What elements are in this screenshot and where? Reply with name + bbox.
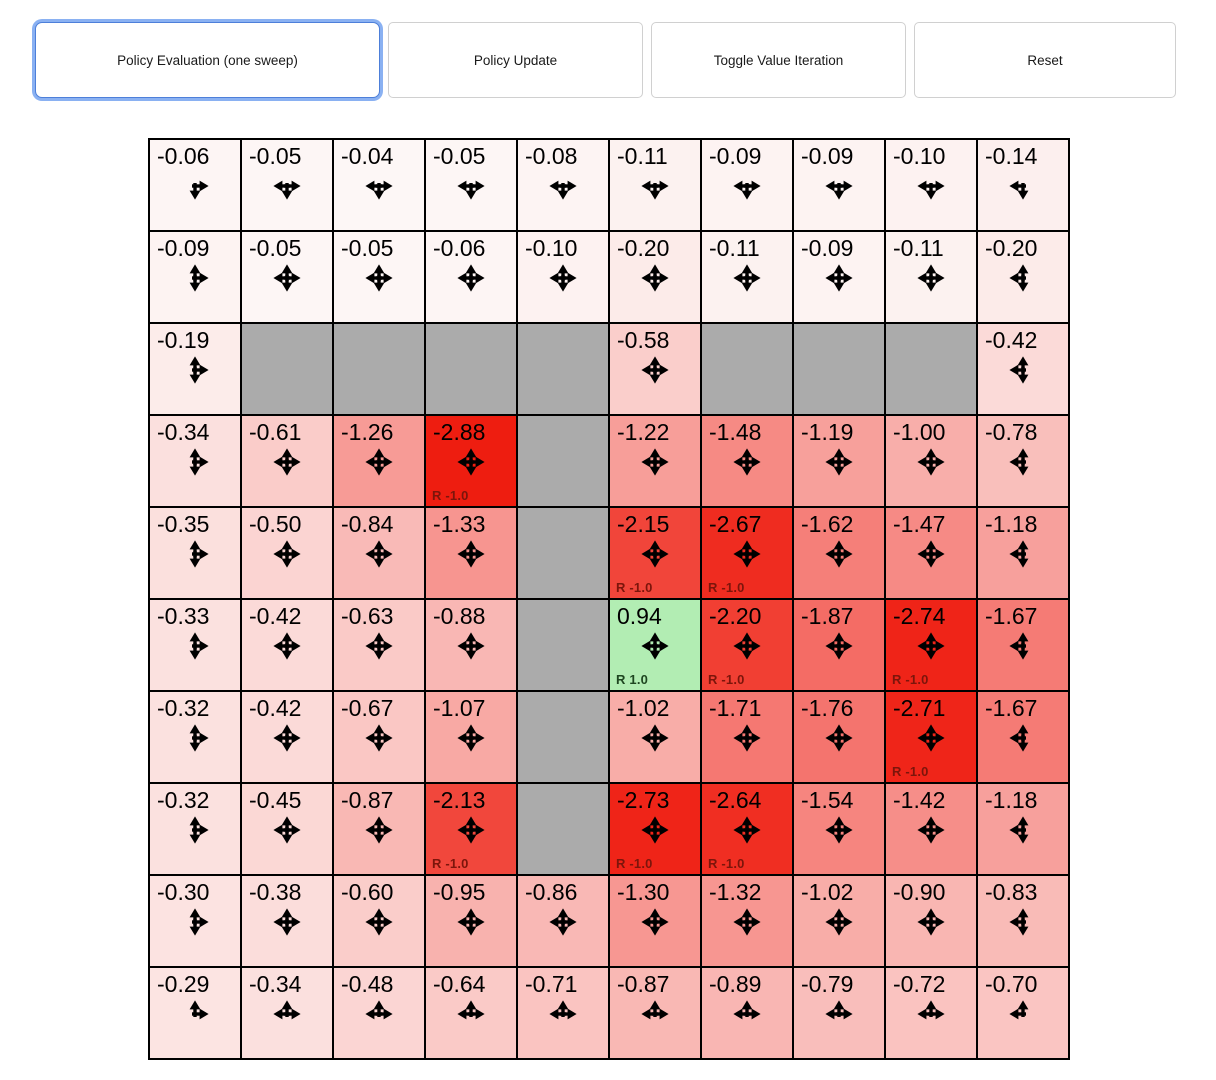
grid-cell (333, 231, 425, 323)
grid-cell (609, 323, 701, 415)
grid-cell (609, 599, 701, 691)
cell-value: -0.11 (709, 235, 760, 261)
policy-arrow-icon (824, 263, 854, 293)
grid-cell (701, 415, 793, 507)
policy-arrow-icon (916, 447, 946, 477)
policy-arrow-icon (732, 263, 762, 293)
cell-value: -0.14 (985, 143, 1038, 169)
grid-cell (977, 139, 1069, 231)
wall-cell (885, 323, 977, 415)
grid-cell (333, 967, 425, 1059)
cell-value: -0.63 (341, 603, 394, 629)
policy-arrow-icon (272, 447, 302, 477)
reward-label: R -1.0 (616, 580, 653, 595)
cell-value: -1.67 (985, 695, 1038, 721)
policy-arrow-icon (732, 907, 762, 937)
cell-value: -0.50 (249, 511, 302, 537)
cell-value: -0.89 (709, 971, 762, 997)
grid-cell (793, 967, 885, 1059)
cell-value: -0.67 (341, 695, 394, 721)
grid-cell (977, 967, 1069, 1059)
cell-value: -1.62 (801, 511, 854, 537)
grid-cell (701, 875, 793, 967)
cell-value: -1.19 (801, 419, 854, 445)
policy-arrow-icon (180, 355, 210, 385)
reward-label: R -1.0 (616, 856, 653, 871)
policy-arrow-icon (456, 263, 486, 293)
policy-arrow-icon (180, 723, 210, 753)
grid-cell (701, 783, 793, 875)
wall-cell (701, 323, 793, 415)
policy-arrow-icon (916, 723, 946, 753)
cell-value: -1.54 (801, 787, 854, 813)
policy-arrow-icon (272, 171, 302, 201)
cell-value: -0.42 (249, 603, 302, 629)
policy-arrow-icon (824, 631, 854, 661)
cell-value: -1.18 (985, 787, 1038, 813)
cell-value: -1.22 (617, 419, 670, 445)
grid-cell (425, 415, 517, 507)
grid-cell (517, 231, 609, 323)
policy-arrow-icon (548, 263, 578, 293)
reward-label: R 1.0 (616, 672, 649, 687)
policy-arrow-icon (180, 263, 210, 293)
grid-cell (701, 691, 793, 783)
policy-arrow-icon (364, 907, 394, 937)
policy-arrow-icon (364, 171, 394, 201)
cell-value: -0.06 (433, 235, 486, 261)
grid-cell (149, 323, 241, 415)
grid-cell (333, 415, 425, 507)
cell-value: -2.64 (709, 787, 762, 813)
grid-cell (701, 231, 793, 323)
grid-cell (609, 783, 701, 875)
wall-cell (517, 599, 609, 691)
policy-arrow-icon (272, 263, 302, 293)
cell-value: -0.10 (525, 235, 578, 261)
cell-value: -0.05 (249, 235, 302, 261)
policy-arrow-icon (1008, 355, 1038, 385)
cell-value: -2.73 (617, 787, 670, 813)
grid-cell (149, 415, 241, 507)
cell-value: -0.71 (525, 971, 578, 997)
grid-cell (425, 691, 517, 783)
grid-cell (241, 691, 333, 783)
policy-arrow-icon (640, 171, 670, 201)
cell-value: -0.04 (341, 143, 394, 169)
cell-value: -0.86 (525, 879, 578, 905)
policy-arrow-icon (1008, 815, 1038, 845)
grid-cell (977, 415, 1069, 507)
cell-value: -0.48 (341, 971, 394, 997)
gridworld (148, 138, 1070, 1060)
policy-arrow-icon (456, 539, 486, 569)
grid-cell (241, 967, 333, 1059)
policy-arrow-icon (732, 999, 762, 1029)
grid-cell (333, 783, 425, 875)
grid-cell (609, 875, 701, 967)
policy-arrow-icon (548, 171, 578, 201)
cell-value: -2.67 (709, 511, 762, 537)
policy-arrow-icon (1008, 539, 1038, 569)
wall-cell (241, 323, 333, 415)
grid-cell (517, 139, 609, 231)
cell-value: -0.33 (157, 603, 210, 629)
cell-value: -2.20 (709, 603, 762, 629)
cell-value: -0.60 (341, 879, 394, 905)
policy-arrow-icon (364, 447, 394, 477)
grid-cell (793, 875, 885, 967)
grid-cell (701, 599, 793, 691)
cell-value: -0.64 (433, 971, 486, 997)
cell-value: -0.42 (249, 695, 302, 721)
cell-value: -0.45 (249, 787, 302, 813)
policy-arrow-icon (916, 539, 946, 569)
cell-value: -1.07 (433, 695, 486, 721)
grid-cell (609, 967, 701, 1059)
policy-arrow-icon (824, 171, 854, 201)
grid-cell (517, 967, 609, 1059)
grid-cell (977, 875, 1069, 967)
grid-cell (885, 599, 977, 691)
cell-value: -0.19 (157, 327, 210, 353)
grid-cell (609, 415, 701, 507)
grid-cell (241, 875, 333, 967)
policy-arrow-icon (364, 263, 394, 293)
cell-value: -1.00 (893, 419, 946, 445)
grid-cell (425, 507, 517, 599)
policy-arrow-icon (180, 447, 210, 477)
grid-cell (793, 783, 885, 875)
cell-value: -0.61 (249, 419, 302, 445)
grid-cell (517, 875, 609, 967)
policy-arrow-icon (456, 171, 486, 201)
cell-value: -0.58 (617, 327, 670, 353)
grid-cell (977, 507, 1069, 599)
wall-cell (517, 783, 609, 875)
wall-cell (517, 323, 609, 415)
cell-value: -1.32 (709, 879, 762, 905)
grid-cell (793, 415, 885, 507)
policy-arrow-icon (640, 539, 670, 569)
policy-arrow-icon (640, 355, 670, 385)
cell-value: -0.10 (893, 143, 946, 169)
reward-label: R -1.0 (708, 580, 745, 595)
cell-value: -1.18 (985, 511, 1038, 537)
cell-value: -2.74 (893, 603, 946, 629)
cell-value: -0.11 (617, 143, 668, 169)
policy-arrow-icon (364, 539, 394, 569)
cell-value: -1.42 (893, 787, 946, 813)
grid-cell (885, 875, 977, 967)
grid-cell (149, 783, 241, 875)
cell-value: -0.05 (249, 143, 302, 169)
wall-cell (333, 323, 425, 415)
policy-arrow-icon (640, 263, 670, 293)
policy-update-button[interactable]: Policy Update (388, 22, 643, 98)
grid-cell (793, 599, 885, 691)
cell-value: -1.33 (433, 511, 486, 537)
wall-cell (425, 323, 517, 415)
cell-value: -2.13 (433, 787, 486, 813)
policy-arrow-icon (548, 907, 578, 937)
cell-value: -0.95 (433, 879, 486, 905)
grid-cell (333, 875, 425, 967)
policy-arrow-icon (272, 539, 302, 569)
grid-cell (793, 691, 885, 783)
grid-cell (241, 507, 333, 599)
grid-cell (977, 691, 1069, 783)
policy-arrow-icon (916, 171, 946, 201)
policy-arrow-icon (1008, 999, 1038, 1029)
grid-cell (885, 691, 977, 783)
policy-arrow-icon (732, 723, 762, 753)
cell-value: -0.87 (617, 971, 670, 997)
reward-label: R -1.0 (708, 672, 745, 687)
reward-label: R -1.0 (432, 488, 469, 503)
policy-arrow-icon (456, 815, 486, 845)
grid-cell (977, 599, 1069, 691)
cell-value: -0.83 (985, 879, 1038, 905)
policy-arrow-icon (456, 447, 486, 477)
grid-cell (149, 599, 241, 691)
policy-arrow-icon (180, 999, 210, 1029)
grid-cell (241, 231, 333, 323)
grid-cell (333, 139, 425, 231)
cell-value: -0.32 (157, 695, 210, 721)
cell-value: -0.29 (157, 971, 210, 997)
policy-arrow-icon (272, 723, 302, 753)
policy-arrow-icon (916, 631, 946, 661)
reward-label: R -1.0 (892, 672, 929, 687)
grid-cell (333, 507, 425, 599)
policy-evaluation-button[interactable]: Policy Evaluation (one sweep) (35, 22, 380, 98)
policy-arrow-icon (180, 815, 210, 845)
policy-arrow-icon (640, 631, 670, 661)
cell-value: -0.72 (893, 971, 946, 997)
cell-value: -0.11 (893, 235, 944, 261)
cell-value: -1.87 (801, 603, 854, 629)
reward-label: R -1.0 (432, 856, 469, 871)
policy-arrow-icon (640, 999, 670, 1029)
grid-cell (241, 783, 333, 875)
grid-cell (609, 691, 701, 783)
policy-arrow-icon (364, 999, 394, 1029)
grid-cell (333, 599, 425, 691)
cell-value: -0.84 (341, 511, 394, 537)
grid-cell (609, 139, 701, 231)
grid-cell (425, 875, 517, 967)
cell-value: -1.26 (341, 419, 394, 445)
cell-value: -1.02 (617, 695, 670, 721)
policy-arrow-icon (916, 815, 946, 845)
cell-value: -0.78 (985, 419, 1038, 445)
policy-arrow-icon (824, 907, 854, 937)
wall-cell (793, 323, 885, 415)
policy-arrow-icon (1008, 907, 1038, 937)
policy-arrow-icon (456, 631, 486, 661)
cell-value: -0.34 (249, 971, 302, 997)
reset-button[interactable]: Reset (914, 22, 1176, 98)
policy-arrow-icon (364, 815, 394, 845)
grid-cell (425, 139, 517, 231)
cell-value: -1.48 (709, 419, 762, 445)
cell-value: -2.88 (433, 419, 486, 445)
cell-value: -2.15 (617, 511, 670, 537)
grid-cell (885, 415, 977, 507)
grid-cell (793, 231, 885, 323)
grid-cell (149, 507, 241, 599)
grid-cell (701, 967, 793, 1059)
cell-value: -0.05 (341, 235, 394, 261)
wall-cell (517, 691, 609, 783)
policy-arrow-icon (916, 907, 946, 937)
policy-arrow-icon (1008, 447, 1038, 477)
cell-value: -0.32 (157, 787, 210, 813)
policy-arrow-icon (1008, 171, 1038, 201)
policy-arrow-icon (640, 723, 670, 753)
policy-arrow-icon (824, 539, 854, 569)
cell-value: -1.02 (801, 879, 854, 905)
policy-arrow-icon (364, 723, 394, 753)
cell-value: -0.30 (157, 879, 210, 905)
cell-value: -0.05 (433, 143, 486, 169)
cell-value: -0.34 (157, 419, 210, 445)
cell-value: -0.09 (801, 143, 854, 169)
cell-value: -0.88 (433, 603, 486, 629)
grid-cell (701, 139, 793, 231)
policy-arrow-icon (824, 447, 854, 477)
reward-label: R -1.0 (892, 764, 929, 779)
cell-value: -0.87 (341, 787, 394, 813)
policy-arrow-icon (1008, 263, 1038, 293)
policy-arrow-icon (180, 171, 210, 201)
grid-cell (885, 967, 977, 1059)
policy-arrow-icon (180, 631, 210, 661)
grid-cell (701, 507, 793, 599)
wall-cell (517, 507, 609, 599)
policy-arrow-icon (456, 723, 486, 753)
policy-arrow-icon (272, 815, 302, 845)
grid-cell (425, 599, 517, 691)
toolbar (35, 22, 1176, 98)
cell-value: -0.08 (525, 143, 578, 169)
grid-cell (885, 139, 977, 231)
grid-cell (149, 691, 241, 783)
grid-cell (793, 139, 885, 231)
wall-cell (517, 415, 609, 507)
policy-arrow-icon (272, 907, 302, 937)
grid-cell (333, 691, 425, 783)
cell-value: -0.20 (985, 235, 1038, 261)
policy-arrow-icon (180, 539, 210, 569)
policy-arrow-icon (916, 999, 946, 1029)
grid-cell (977, 323, 1069, 415)
cell-value: 0.94 (617, 603, 662, 629)
policy-arrow-icon (364, 631, 394, 661)
grid-cell (425, 231, 517, 323)
policy-arrow-icon (456, 907, 486, 937)
policy-arrow-icon (824, 723, 854, 753)
policy-arrow-icon (916, 263, 946, 293)
policy-arrow-icon (732, 171, 762, 201)
policy-arrow-icon (824, 999, 854, 1029)
cell-value: -0.09 (801, 235, 854, 261)
grid-cell (241, 599, 333, 691)
grid-cell (149, 875, 241, 967)
policy-arrow-icon (456, 999, 486, 1029)
cell-value: -1.30 (617, 879, 670, 905)
policy-arrow-icon (1008, 723, 1038, 753)
cell-value: -0.09 (157, 235, 210, 261)
policy-arrow-icon (640, 907, 670, 937)
grid-cell (241, 139, 333, 231)
cell-value: -2.71 (893, 695, 946, 721)
cell-value: -0.20 (617, 235, 670, 261)
cell-value: -0.90 (893, 879, 946, 905)
cell-value: -0.35 (157, 511, 210, 537)
policy-arrow-icon (272, 631, 302, 661)
policy-arrow-icon (732, 447, 762, 477)
grid-cell (241, 415, 333, 507)
grid-cell (149, 967, 241, 1059)
policy-arrow-icon (640, 447, 670, 477)
grid-cell (609, 507, 701, 599)
grid-cell (425, 967, 517, 1059)
policy-arrow-icon (272, 999, 302, 1029)
grid-cell (977, 783, 1069, 875)
cell-value: -0.42 (985, 327, 1038, 353)
cell-value: -1.76 (801, 695, 854, 721)
policy-arrow-icon (180, 907, 210, 937)
policy-arrow-icon (1008, 631, 1038, 661)
reward-label: R -1.0 (708, 856, 745, 871)
grid-cell (149, 139, 241, 231)
grid-cell (885, 507, 977, 599)
cell-value: -0.79 (801, 971, 854, 997)
cell-value: -0.09 (709, 143, 762, 169)
policy-arrow-icon (732, 631, 762, 661)
cell-value: -1.67 (985, 603, 1038, 629)
grid-cell (885, 783, 977, 875)
policy-arrow-icon (732, 815, 762, 845)
policy-arrow-icon (824, 815, 854, 845)
grid-cell (149, 231, 241, 323)
cell-value: -0.06 (157, 143, 210, 169)
grid-cell (425, 783, 517, 875)
policy-arrow-icon (640, 815, 670, 845)
cell-value: -0.38 (249, 879, 302, 905)
grid-cell (977, 231, 1069, 323)
cell-value: -0.70 (985, 971, 1038, 997)
cell-value: -1.47 (893, 511, 946, 537)
policy-arrow-icon (548, 999, 578, 1029)
cell-value: -1.71 (709, 695, 762, 721)
toggle-value-iteration-button[interactable]: Toggle Value Iteration (651, 22, 906, 98)
policy-arrow-icon (732, 539, 762, 569)
grid-cell (609, 231, 701, 323)
grid-cell (885, 231, 977, 323)
grid-cell (793, 507, 885, 599)
